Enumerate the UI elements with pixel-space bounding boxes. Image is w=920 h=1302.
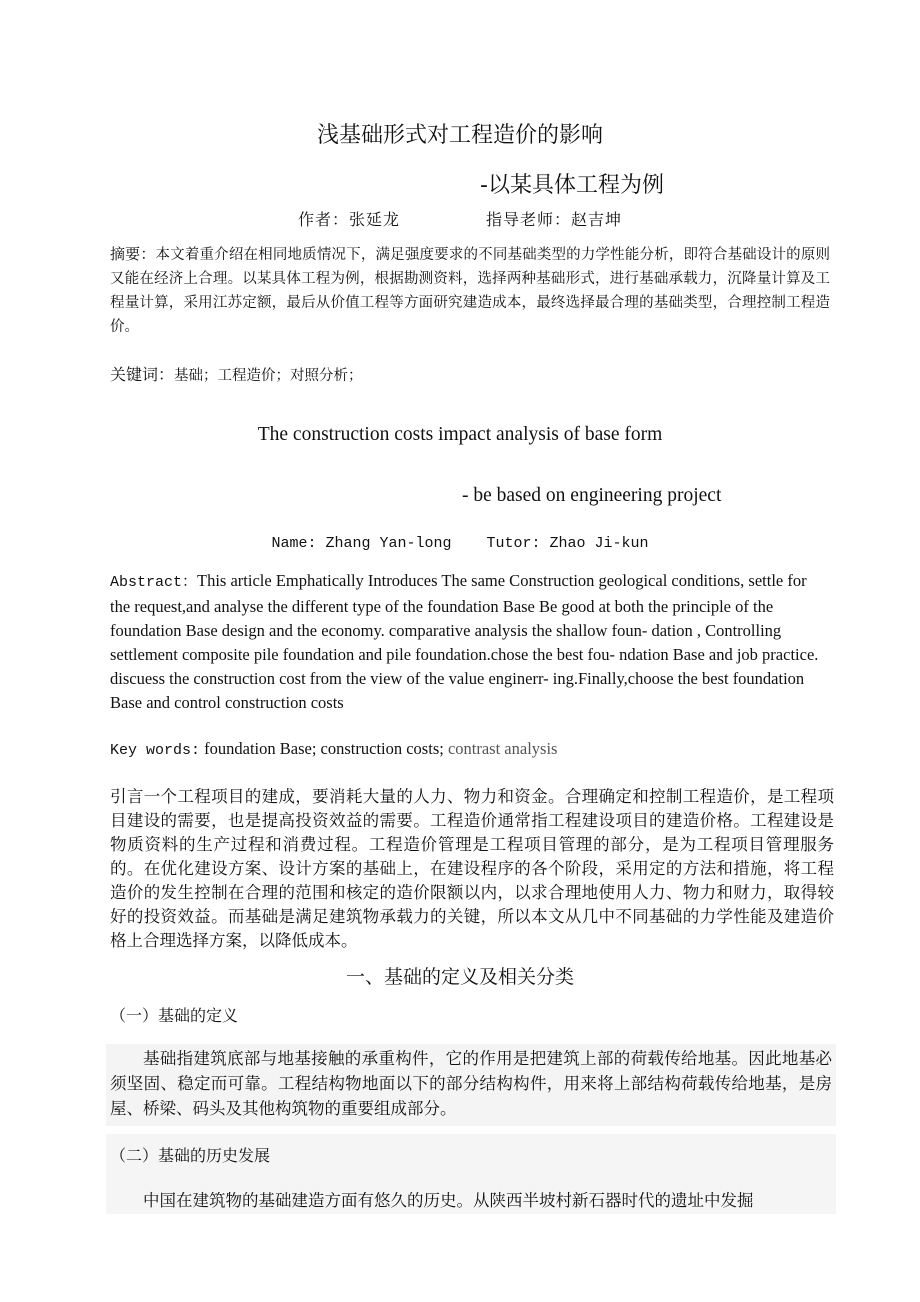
keywords-chinese-label: 关键词： [110,365,175,384]
keywords-english [110,739,557,759]
abstract-english-text: This article Emphatically Introduces The same Construction geological conditions, settle for the request,and analyse the different type of the foundation Base Be good at both the principle of the foundation Base design and the economy. comparative analysis the shallow foun- dation , Controlling settlement composite pile foundation and pile foundation.chose the best fou- ndation Base and job practice. discuess the construction cost from the view of the value enginerr- ing.Finally,choose the best foundation Base and control construction costs [110,571,819,712]
abstract-chinese-text: 本文着重介绍在相同地质情况下，满足强度要求的不同基础类型的力学性能分析，即符合基础设计的原则又能在经济上合理。以某具体工程为例，根据勘测资料，选择两种基础形式，进行基础承载力，沉降量计算及工程量计算，采用江苏定额，最后从价值工程等方面研究建造成本，最终选择最合理的基础类型，合理控制工程造价。 [110,247,830,335]
english-author-name: Name: Zhang Yan-long [271,535,452,552]
author-line [0,207,920,230]
keywords-chinese [110,362,363,385]
keyword-1: foundation Base; [204,739,317,758]
subsection-heading-1: （一）基础的定义 [110,1006,239,1025]
english-tutor-name: Tutor: Zhao Ji-kun [486,535,649,552]
abstract-english-label: Abstract： [110,574,198,591]
history-paragraph: 中国在建筑物的基础建造方面有悠久的历史。从陕西半坡村新石器时代的遗址中发掘 [143,1191,754,1210]
paper-subtitle: -以某具体工程为例 [480,173,664,198]
section-heading-1: 一、基础的定义及相关分类 [345,966,574,988]
keyword-3: contrast analysis [447,739,558,758]
introduction-label: 引言 [110,787,144,806]
abstract-chinese-label: 摘要： [110,245,156,263]
keywords-chinese-text: 基础；工程造价；对照分析； [174,368,363,384]
abstract-chinese [110,242,830,339]
definition-paragraph: 基础指建筑底部与地基接触的承重构件，它的作用是把建筑上部的荷载传给地基。因此地基必须坚固、稳定而可靠。工程结构物地面以下的部分结构构件，用来将上部结构荷载传给地基，是房屋、桥梁、码头及其他构筑物的重要组成部分。 [110,1049,832,1118]
subsection-heading-2: （二）基础的历史发展 [110,1146,271,1165]
keyword-2: construction costs; [320,739,444,758]
english-subtitle: - be based on engineering project [462,485,722,506]
english-author-line [0,535,920,552]
advisor-name: 指导老师：赵吉坤 [486,210,623,229]
author-name: 作者：张延龙 [297,210,400,229]
paper-title: 浅基础形式对工程造价的影响 [316,123,603,148]
introduction-text: 一个工程项目的建成，要消耗大量的人力、物力和资金。合理确定和控制工程造价，是工程项目建设的需要，也是提高投资效益的需要。工程造价通常指工程建设项目的建造价格。工程建设是物质资料的生产过程和消费过程。工程造价管理是工程项目管理的部分，是为工程项目管理服务的。在优化建设方案、设计方案的基础上，在建设程序的各个阶段，采用定的方法和措施，将工程造价的发生控制在合理的范围和核定的造价限额以内，以求合理地使用人力、物力和财力，取得较好的投资效益。而基础是满足建筑物承载力的关键，所以本文从几中不同基础的力学性能及建造价格上合理选择方案，以降低成本。 [110,787,835,950]
english-title: The construction costs impact analysis of base form [257,424,663,445]
introduction-paragraph [110,785,834,953]
keywords-english-label: Key words: [110,742,201,759]
abstract-english [110,569,830,715]
